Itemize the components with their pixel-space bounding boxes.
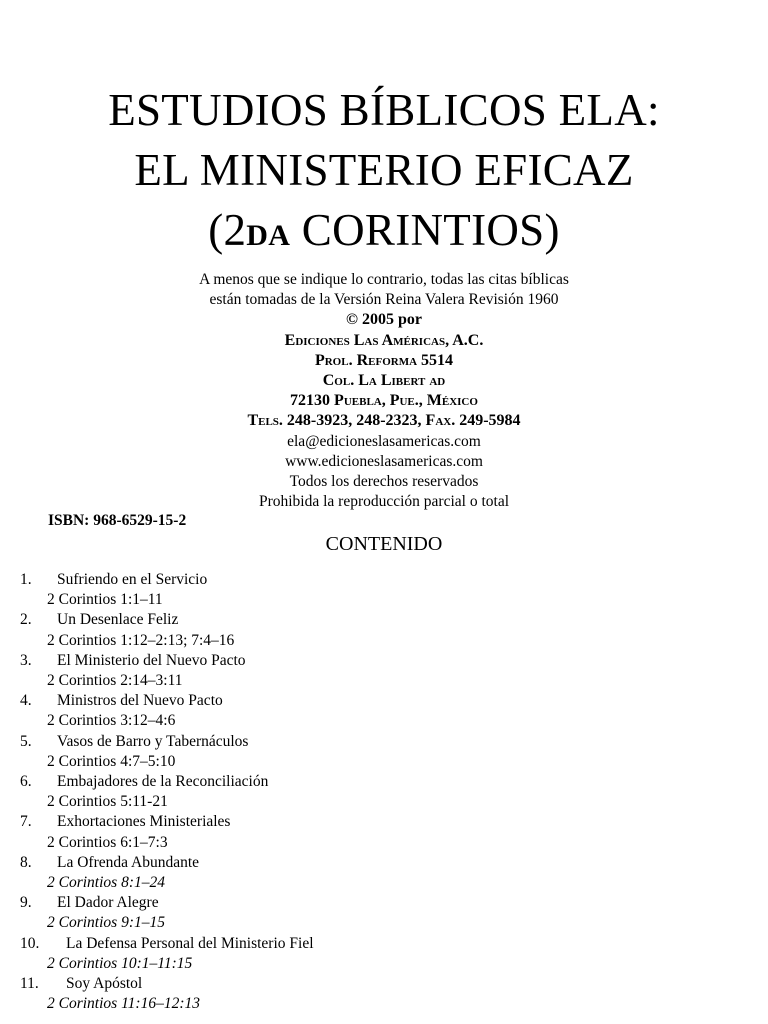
toc-number: 10.	[20, 934, 40, 952]
toc-title: Soy Apóstol	[66, 975, 143, 993]
notice-line-1: A menos que se indique lo contrario, todas las citas bíblicas	[199, 271, 569, 288]
toc-reference: 2 Corintios 1:1–11	[47, 591, 163, 609]
toc-title: El Dador Alegre	[57, 894, 159, 912]
publisher-web: www.edicioneslasamericas.com	[285, 452, 483, 470]
toc-number: 3.	[20, 651, 32, 669]
toc-title: Sufriendo en el Servicio	[57, 571, 208, 588]
toc-reference: 2 Corintios 5:11-21	[47, 793, 168, 811]
toc-number: 7.	[20, 813, 32, 831]
copyright: © 2005 por	[346, 311, 422, 329]
toc-reference: 2 Corintios 11:16–12:13	[47, 995, 200, 1013]
rights: Todos los derechos reservados	[289, 473, 479, 491]
publisher-name: Ediciones Las Américas, A.C.	[284, 331, 484, 349]
title-line-3-smallcaps: DA	[246, 219, 291, 252]
toc-item	[20, 691, 314, 731]
toc-reference: 2 Corintios 1:12–2:13; 7:4–16	[47, 631, 235, 649]
page-title	[0, 80, 768, 266]
toc-reference: 2 Corintios 10:1–11:15	[47, 954, 193, 972]
toc-number: 4.	[20, 692, 32, 710]
table-of-contents	[20, 570, 314, 1014]
title-line-3	[0, 200, 768, 266]
toc-number: 2.	[20, 611, 32, 629]
toc-number: 1.	[20, 571, 32, 588]
toc-title: La Ofrenda Abundante	[57, 853, 200, 871]
publisher-city: 72130 Puebla, Pue., México	[290, 392, 478, 410]
toc-item	[20, 853, 314, 893]
toc-item	[20, 651, 314, 691]
toc-number: 5.	[20, 732, 32, 750]
publisher-info	[0, 270, 768, 512]
toc-item	[20, 610, 314, 650]
toc-item	[20, 893, 314, 933]
toc-title: La Defensa Personal del Ministerio Fiel	[66, 934, 314, 952]
toc-reference: 2 Corintios 2:14–3:11	[47, 672, 183, 690]
toc-item	[20, 570, 314, 610]
isbn: ISBN: 968-6529-15-2	[48, 512, 187, 529]
toc-title: El Ministerio del Nuevo Pacto	[57, 651, 246, 669]
title-line-3-open: (2	[208, 205, 247, 255]
toc-title: Embajadores de la Reconciliación	[57, 773, 269, 791]
notice-line-2: están tomadas de la Versión Reina Valera Revisión 1960	[209, 291, 559, 309]
toc-title: Un Desenlace Feliz	[57, 611, 179, 629]
toc-number: 8.	[20, 853, 32, 871]
toc-item	[20, 732, 314, 772]
toc-reference: 2 Corintios 3:12–4:6	[47, 712, 176, 730]
publisher-email: ela@edicioneslasamericas.com	[287, 432, 481, 450]
title-line-3-rest: CORINTIOS)	[290, 205, 560, 255]
title-line-1: ESTUDIOS BÍBLICOS ELA:	[108, 85, 660, 135]
toc-number: 9.	[20, 894, 32, 912]
toc-reference: 2 Corintios 9:1–15	[47, 914, 165, 932]
toc-item	[20, 974, 314, 1014]
toc-reference: 2 Corintios 8:1–24	[47, 874, 165, 892]
toc-number: 6.	[20, 773, 32, 791]
toc-title: Vasos de Barro y Tabernáculos	[57, 732, 249, 750]
toc-reference: 2 Corintios 4:7–5:10	[47, 752, 176, 770]
toc-item	[20, 812, 314, 852]
contents-heading: CONTENIDO	[325, 533, 443, 555]
toc-number: 11.	[20, 975, 39, 993]
prohibition: Prohibida la reproducción parcial o total	[258, 493, 510, 511]
publisher-colonia: Col. La Libert ad	[322, 372, 446, 390]
title-line-2: EL MINISTERIO EFICAZ	[134, 145, 634, 195]
toc-reference: 2 Corintios 6:1–7:3	[47, 833, 168, 851]
publisher-phones: Tels. 248-3923, 248-2323, Fax. 249-5984	[247, 412, 521, 430]
toc-title: Ministros del Nuevo Pacto	[57, 692, 223, 710]
publisher-street: Prol. Reforma 5514	[314, 351, 454, 369]
toc-item	[20, 772, 314, 812]
toc-title: Exhortaciones Ministeriales	[57, 813, 231, 831]
toc-item	[20, 934, 314, 974]
